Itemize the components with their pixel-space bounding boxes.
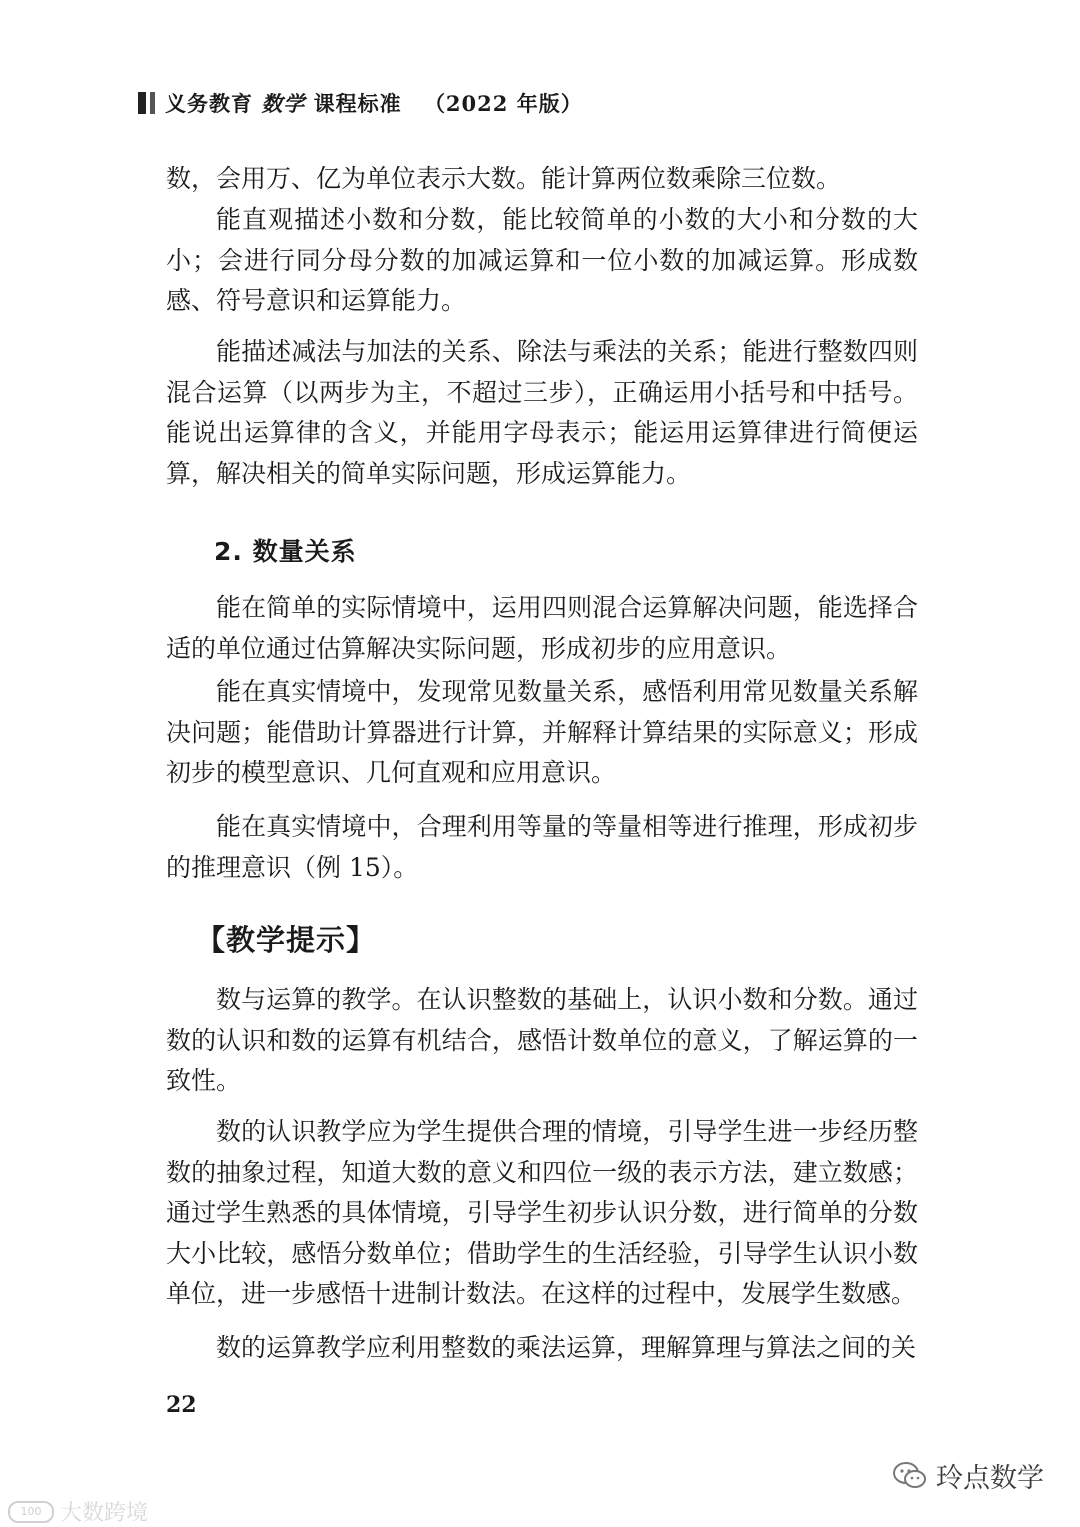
page-number: 22	[166, 1392, 197, 1418]
paragraph-4: 能在简单的实际情境中，运用四则混合运算解决问题，能选择合适的单位通过估算解决实际问题，形成初步的应用意识。	[166, 593, 918, 663]
paragraph-2: 能直观描述小数和分数，能比较简单的小数的大小和分数的大小；会进行同分母分数的加减运算和一位小数的加减运算。形成数感、符号意识和运算能力。	[166, 205, 918, 315]
header-part-4: （2022 年版）	[423, 91, 583, 116]
paragraph-6: 能在真实情境中，合理利用等量的等量相等进行推理，形成初步的推理意识（例 15）。	[166, 812, 918, 882]
paragraph-8: 数的认识教学应为学生提供合理的情境，引导学生进一步经历整数的抽象过程，知道大数的意义和四位一级的表示方法，建立数感；通过学生熟悉的具体情境，引导学生初步认识分数，进行简单的分数大小比较，感悟分数单位；借助学生的生活经验，引导学生认识小数单位，进一步感悟十进制计数法。在这样的过程中，发展学生数感。	[166, 1117, 918, 1308]
section-heading-quantity-relations: 2. 数量关系	[214, 537, 357, 566]
header-part-2: 数学	[261, 91, 306, 116]
watermark-right	[892, 1456, 1044, 1495]
wechat-icon	[892, 1461, 928, 1491]
section-heading-teaching-tips: 【教学提示】	[196, 923, 377, 957]
watermark-right-text: 玲点数学	[936, 1463, 1044, 1494]
header-part-1: 义务教育	[165, 91, 253, 116]
watermark-left-text: 大数跨境	[60, 1501, 149, 1526]
paragraph-9: 数的运算教学应利用整数的乘法运算，理解算理与算法之间的关	[216, 1333, 917, 1362]
header-part-3: 课程标准	[313, 91, 402, 116]
paragraph-1: 数，会用万、亿为单位表示大数。能计算两位数乘除三位数。	[166, 164, 842, 193]
paragraph-5: 能在真实情境中，发现常见数量关系，感悟利用常见数量关系解决问题；能借助计算器进行计算，并解释计算结果的实际意义；形成初步的模型意识、几何直观和应用意识。	[166, 677, 918, 787]
paragraph-3: 能描述减法与加法的关系、除法与乘法的关系；能进行整数四则混合运算（以两步为主，不超过三步），正确运用小括号和中括号。能说出运算律的含义，并能用字母表示；能运用运算律进行简便运算，解决相关的简单实际问题，形成运算能力。	[166, 337, 918, 488]
header-bars-icon	[138, 92, 155, 114]
watermark-logo-icon: 100	[8, 1501, 54, 1523]
running-header	[138, 88, 583, 118]
watermark-left	[8, 1496, 148, 1527]
paragraph-7: 数与运算的教学。在认识整数的基础上，认识小数和分数。通过数的认识和数的运算有机结合，感悟计数单位的意义，了解运算的一致性。	[166, 985, 918, 1095]
header-title	[165, 88, 583, 118]
